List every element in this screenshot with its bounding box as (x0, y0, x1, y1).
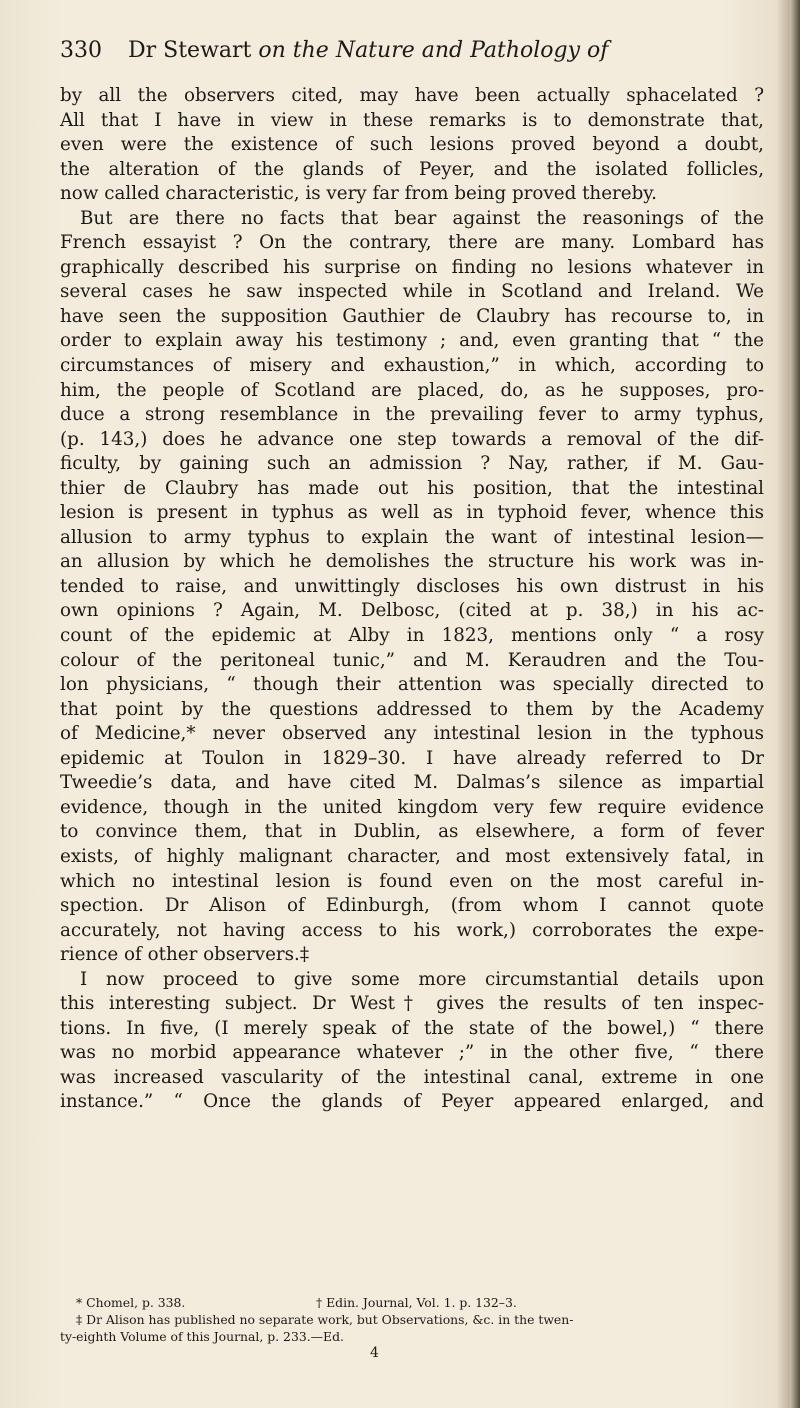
footnote-alison: ‡ Dr Alison has published no separate work, but Observations, &c. in the twen- (76, 1312, 574, 1327)
text-line: duce a strong resemblance in the prevailing fever to army typhus, (60, 404, 764, 426)
text-line: graphically described his surprise on finding no lesions whatever in (60, 256, 764, 278)
text-line: which no intestinal lesion is found even on the most careful in- (60, 870, 764, 892)
text-line: even were the existence of such lesions proved beyond a doubt, (60, 134, 764, 156)
text-line: French essayist ? On the contrary, there are many. Lombard has (60, 232, 764, 254)
page-number: 330 (60, 38, 102, 63)
text-line: was no morbid appearance whatever ;” in the other five, “ there (60, 1042, 764, 1064)
text-line: him, the people of Scotland are placed, do, as he supposes, pro- (60, 379, 764, 401)
text-line: But are there no facts that bear against the reasonings of the (80, 207, 764, 229)
body-text (60, 84, 764, 1115)
signature-mark: 4 (370, 1345, 379, 1361)
text-line: All that I have in view in these remarks is to demonstrate that, (60, 109, 764, 131)
text-line: colour of the peritoneal tunic,” and M. Keraudren and the Tou- (60, 649, 764, 671)
text-line: own opinions ? Again, M. Delbosc, (cited at p. 38,) in his ac- (60, 600, 764, 622)
text-line: ficulty, by gaining such an admission ? Nay, rather, if M. Gau- (60, 453, 764, 475)
text-line: spection. Dr Alison of Edinburgh, (from whom I cannot quote (60, 895, 764, 917)
text-line: lon physicians, “ though their attention was specially directed to (60, 674, 764, 696)
text-line: accurately, not having access to his work,) corroborates the expe- (60, 919, 764, 941)
footnote-chomel: * Chomel, p. 338. (76, 1295, 186, 1310)
text-line: I now proceed to give some more circumstantial details upon (80, 968, 764, 990)
running-title-plain: Dr Stewart (128, 38, 259, 63)
text-line: lesion is present in typhus as well as in typhoid fever, whence this (60, 502, 764, 524)
text-line: the alteration of the glands of Peyer, and the isolated follicles, (60, 158, 764, 180)
text-line: now called characteristic, is very far from being proved thereby. (60, 183, 657, 205)
text-line: order to explain away his testimony ; and, even granting that “ the (60, 330, 764, 352)
text-line: by all the observers cited, may have been actually sphacelated ? (60, 85, 764, 106)
text-line: count of the epidemic at Alby in 1823, mentions only “ a rosy (60, 625, 764, 647)
text-line: Tweedie’s data, and have cited M. Dalmas’s silence as impartial (60, 772, 764, 794)
text-line: of Medicine,* never observed any intestinal lesion in the typhous (60, 723, 764, 745)
text-line: an allusion by which he demolishes the structure his work was in- (60, 551, 764, 573)
text-line: tended to raise, and unwittingly discloses his own distrust in his (60, 575, 764, 597)
text-line: several cases he saw inspected while in Scotland and Ireland. We (60, 281, 764, 303)
text-line: allusion to army typhus to explain the want of intestinal lesion— (60, 526, 764, 548)
text-line: that point by the questions addressed to them by the Academy (60, 698, 764, 720)
text-line: to convince them, that in Dublin, as elsewhere, a form of fever (60, 821, 764, 843)
text-line: exists, of highly malignant character, and most extensively fatal, in (60, 845, 764, 867)
text-line: (p. 143,) does he advance one step towards a removal of the dif- (60, 428, 764, 450)
footnote-edin-journal: † Edin. Journal, Vol. 1. p. 132–3. (316, 1295, 517, 1310)
text-line: was increased vascularity of the intestinal canal, extreme in one (60, 1066, 764, 1088)
text-line: circumstances of misery and exhaustion,” in which, according to (60, 355, 764, 377)
text-line: instance.” “ Once the glands of Peyer appeared enlarged, and (60, 1091, 764, 1113)
running-header (60, 38, 760, 70)
running-title-italic: on the Nature and Pathology of (258, 38, 609, 63)
page-edge-shadow (790, 0, 800, 1408)
text-line: rience of other observers.‡ (60, 944, 309, 966)
text-line: evidence, though in the united kingdom very few require evidence (60, 796, 764, 818)
footnote-row (60, 1294, 764, 1311)
text-line: this interesting subject. Dr West† gives the results of ten inspec- (60, 993, 764, 1015)
footnotes (60, 1294, 764, 1345)
text-line: epidemic at Toulon in 1829–30. I have already referred to Dr (60, 747, 764, 769)
running-title (128, 38, 608, 63)
footnote-alison-cont: ty-eighth Volume of this Journal, p. 233.—Ed. (60, 1329, 344, 1344)
text-line: thier de Claubry has made out his position, that the intestinal (60, 477, 764, 499)
text-line: tions. In five, (I merely speak of the state of the bowel,) “ there (60, 1017, 764, 1039)
text-line: have seen the supposition Gauthier de Claubry has recourse to, in (60, 305, 764, 327)
